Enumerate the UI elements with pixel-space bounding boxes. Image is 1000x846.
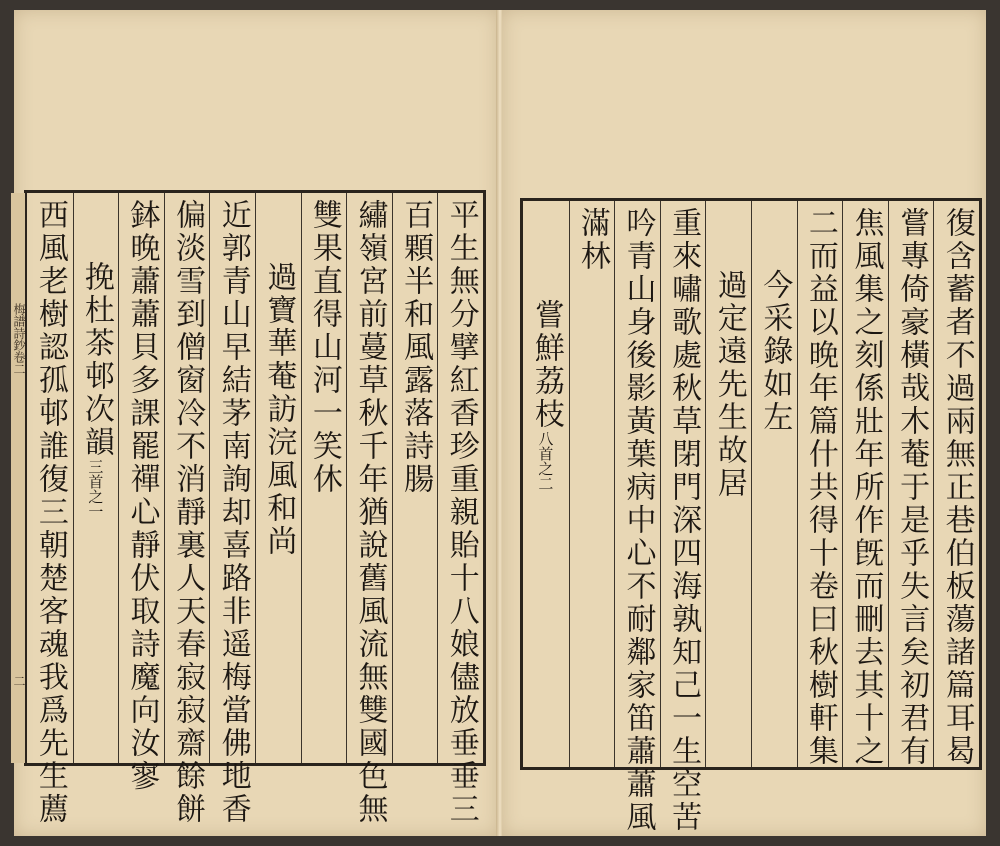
right-column-6	[705, 201, 751, 767]
left-column-9	[73, 193, 119, 763]
right-page	[502, 10, 986, 836]
left-margin-strip	[11, 193, 25, 763]
right-column-8	[614, 201, 660, 834]
left-column-4	[301, 193, 347, 763]
left-page	[14, 10, 498, 836]
left-column-1	[437, 193, 483, 826]
right-column-text: 過定遠先生故居	[711, 269, 747, 500]
right-column-text: 嘗鮮荔枝	[528, 299, 564, 431]
right-column-text: 焦風集之刻係壯年所作旣而刪去其十之	[848, 207, 884, 768]
left-column-3	[346, 193, 392, 826]
left-text-frame	[12, 190, 486, 826]
left-column-text: 偏淡雪到僧窗冷不消靜裏人天春寂寂齋餘餅	[170, 199, 206, 826]
left-column-text: 近郭青山早結茅南詢却喜路非遥梅當佛地香	[215, 199, 251, 826]
right-column-text: 今采錄如左	[757, 269, 793, 434]
left-column-text: 雙果直得山河一笑休	[306, 199, 342, 496]
left-column-note: 三首之一	[86, 459, 105, 519]
left-column-7	[164, 193, 210, 826]
right-column-text: 滿林	[574, 207, 610, 273]
left-column-8	[118, 193, 164, 793]
right-column-10	[523, 201, 569, 767]
right-column-note: 八首之二	[536, 431, 555, 491]
left-column-text: 西風老樹認孤邨誰復三朝楚客魂我爲先生薦	[32, 199, 68, 826]
left-column-5	[255, 193, 301, 763]
margin-title-label: 梅譜詩鈔卷二	[12, 303, 26, 375]
left-column-text: 挽杜茶邨次韻	[78, 261, 114, 459]
right-column-text: 二而益以晚年篇什共得十卷曰秋樹軒集	[802, 207, 838, 768]
left-column-text: 繡嶺宮前蔓草秋千年猶說舊風流無雙國色無	[352, 199, 388, 826]
right-column-9	[569, 201, 615, 767]
right-column-3	[842, 201, 888, 767]
right-column-4	[797, 201, 843, 767]
right-column-text: 復含蓄者不過兩無正巷伯板蕩諸篇耳曷	[939, 207, 975, 768]
right-column-5	[751, 201, 797, 767]
margin-page-number: 二	[12, 675, 26, 687]
right-column-2	[888, 201, 934, 767]
right-text-frame	[520, 198, 982, 834]
right-column-1	[933, 201, 979, 767]
right-column-text: 嘗專倚豪橫哉木菴于是乎失言矣初君有	[894, 207, 930, 768]
left-column-text: 百顆半和風露落詩腸	[398, 199, 434, 496]
left-column-text: 平生無分擘紅香珍重親貽十八娘儘放垂垂三	[443, 199, 479, 826]
left-column-text: 鉢晚蕭蕭貝多課罷禪心靜伏取詩魔向汝寥	[124, 199, 160, 793]
left-column-text: 過寶華菴訪浣風和尚	[261, 261, 297, 558]
right-column-7	[660, 201, 706, 834]
left-column-2	[392, 193, 438, 763]
right-column-text: 重來嘯歌處秋草閉門深四海孰知己一生空苦	[666, 207, 702, 834]
left-column-10	[27, 193, 73, 826]
left-column-6	[209, 193, 255, 826]
right-column-text: 吟青山身後影黃葉病中心不耐鄰家笛蕭蕭風	[620, 207, 656, 834]
